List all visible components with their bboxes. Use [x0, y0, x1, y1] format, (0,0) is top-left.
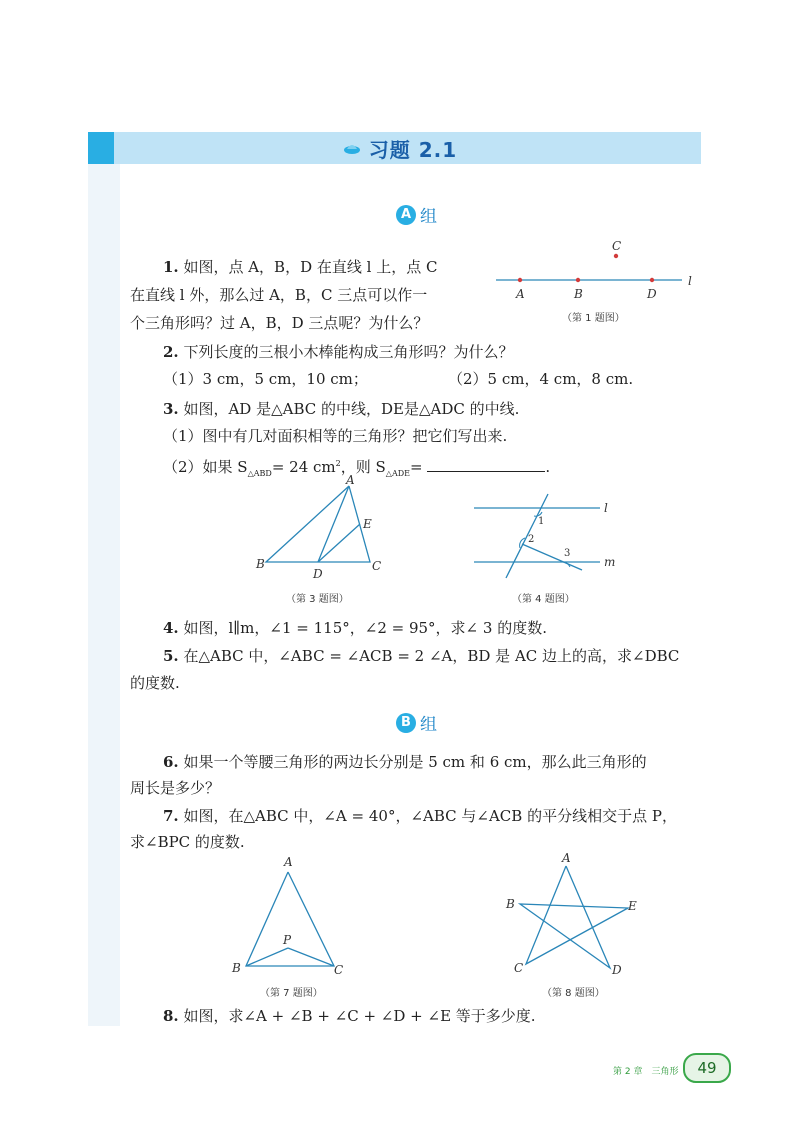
p3-sub2-sub1: △ABD [247, 469, 272, 478]
problem-7-number: 7. [163, 807, 179, 825]
problem-3-line1 [163, 399, 519, 419]
problem-2-option2: （2）5 cm，4 cm，8 cm. [448, 370, 634, 388]
fig1-label-l: l [688, 274, 692, 288]
problem-6-number: 6. [163, 753, 179, 771]
fig7-label-c: C [334, 963, 344, 977]
problem-2-line1 [163, 342, 513, 362]
group-a-label: 组 [420, 207, 437, 227]
p3-sub2-b: = 24 cm [271, 458, 336, 476]
problem-4-number: 4. [163, 619, 179, 637]
group-b-label: 组 [420, 715, 437, 735]
fig4-transversal-2 [522, 544, 582, 570]
problem-3-number: 3. [163, 400, 179, 418]
p3-sub2-c: ，则 S [340, 458, 386, 476]
fig3-label-a: A [346, 474, 355, 487]
fig8-label-c: C [514, 961, 524, 975]
fig3-label-e: E [363, 517, 372, 531]
figure-1 [490, 236, 700, 306]
problem-1-line2: 在直线 l 外，那么过 A，B，C 三点可以作一 [130, 286, 428, 304]
fig3-label-d: D [313, 567, 323, 581]
fig3-median-de [318, 524, 360, 562]
figure-3-caption: （第 3 题图） [286, 594, 349, 605]
fig4-label-1: 1 [538, 516, 545, 527]
figure-1-caption: （第 1 题图） [562, 313, 625, 324]
fig1-point-b [576, 278, 580, 282]
problem-3-sub1: （1）图中有几对面积相等的三角形？把它们写出来. [163, 427, 508, 445]
problem-5-line1 [163, 646, 679, 666]
figure-7-caption: （第 7 题图） [260, 988, 323, 999]
problem-8-number: 8. [163, 1007, 179, 1025]
problem-2-text: 下列长度的三根小木棒能构成三角形吗？为什么？ [183, 343, 514, 361]
fig1-point-a [518, 278, 522, 282]
fig3-label-b: B [256, 557, 265, 571]
section-title-text: 习题 2.1 [368, 137, 458, 162]
fig7-triangle-abc [246, 872, 334, 966]
figure-4-caption: （第 4 题图） [512, 594, 575, 605]
chapter-label: 第 2 章 三角形 [613, 1067, 679, 1077]
fig7-label-a: A [284, 855, 293, 869]
problem-5-text1: 在△ABC 中，∠ABC = ∠ACB = 2 ∠A，BD 是 AC 边上的高，求∠DBC [183, 647, 680, 665]
fig3-label-c: C [372, 559, 382, 573]
figure-8 [500, 846, 650, 978]
fig1-label-b: B [574, 287, 583, 301]
figure-3 [250, 474, 390, 584]
problem-1-number: 1. [163, 258, 179, 276]
problem-6-line2: 周长是多少？ [130, 779, 221, 797]
group-a-heading [396, 202, 437, 227]
exercise-icon [343, 141, 361, 155]
problem-4-text: 如图，l∥m，∠1 = 115°，∠2 = 95°，求∠ 3 的度数. [183, 619, 547, 637]
group-b-heading [396, 710, 437, 735]
section-title [0, 132, 800, 164]
fig8-label-e: E [628, 899, 637, 913]
problem-7-text1: 如图，在△ABC 中，∠A = 40°，∠ABC 与∠ACB 的平分线相交于点 P， [183, 807, 677, 825]
group-a-badge: A [396, 205, 416, 225]
group-b-badge: B [396, 713, 416, 733]
problem-1-line1 [163, 257, 437, 277]
problem-8-line1 [163, 1006, 536, 1026]
figure-7 [228, 852, 356, 978]
problem-5-number: 5. [163, 647, 179, 665]
p3-sub2-a: （2）如果 S [163, 458, 248, 476]
fig4-label-2: 2 [528, 534, 535, 545]
p3-sub2-d: = [409, 458, 423, 476]
problem-5-line2: 的度数. [130, 674, 180, 692]
problem-8-text: 如图，求∠A + ∠B + ∠C + ∠D + ∠E 等于多少度. [183, 1007, 536, 1025]
fig4-label-l: l [604, 501, 608, 515]
problem-6-text1: 如果一个等腰三角形的两边长分别是 5 cm 和 6 cm，那么此三角形的 [183, 753, 647, 771]
fig1-label-c: C [612, 239, 622, 253]
fig8-label-b: B [506, 897, 515, 911]
problem-7-line1 [163, 806, 677, 826]
fig4-label-3: 3 [564, 548, 571, 559]
fig4-angle3-arc [562, 562, 570, 567]
fig3-median-ad [318, 486, 349, 562]
fig7-label-p: P [283, 933, 292, 947]
problem-6-line1 [163, 752, 647, 772]
problem-3-text: 如图，AD 是△ABC 的中线，DE是△ADC 的中线. [183, 400, 520, 418]
p3-sub2-sub2: △ADE [385, 469, 410, 478]
fig1-label-a: A [516, 287, 525, 301]
fig7-label-b: B [232, 961, 241, 975]
fig4-transversal-1 [506, 494, 548, 578]
fig3-triangle-abc [266, 486, 370, 562]
answer-blank[interactable] [427, 457, 545, 472]
fig1-point-c [614, 254, 618, 258]
problem-1-line3: 个三角形吗？过 A，B，D 三点呢？为什么？ [130, 314, 429, 332]
problem-1-text1: 如图，点 A，B，D 在直线 l 上，点 C [183, 258, 438, 276]
figure-8-caption: （第 8 题图） [542, 988, 605, 999]
fig8-label-a: A [562, 851, 571, 865]
fig4-label-m: m [604, 555, 616, 569]
problem-2-option1: （1）3 cm，5 cm，10 cm； [163, 370, 368, 388]
fig1-point-d [650, 278, 654, 282]
problem-2-number: 2. [163, 343, 179, 361]
fig8-label-d: D [612, 963, 622, 977]
p3-sub2-sup: 2 [335, 459, 341, 468]
fig8-star [520, 866, 628, 968]
page-number: 49 [683, 1053, 731, 1083]
figure-4 [470, 490, 620, 586]
p3-sub2-end: . [545, 458, 551, 476]
fig1-label-d: D [647, 287, 657, 301]
problem-7-line2: 求∠BPC 的度数. [130, 833, 245, 851]
left-margin-strip [88, 164, 120, 1026]
problem-4-line1 [163, 618, 547, 638]
